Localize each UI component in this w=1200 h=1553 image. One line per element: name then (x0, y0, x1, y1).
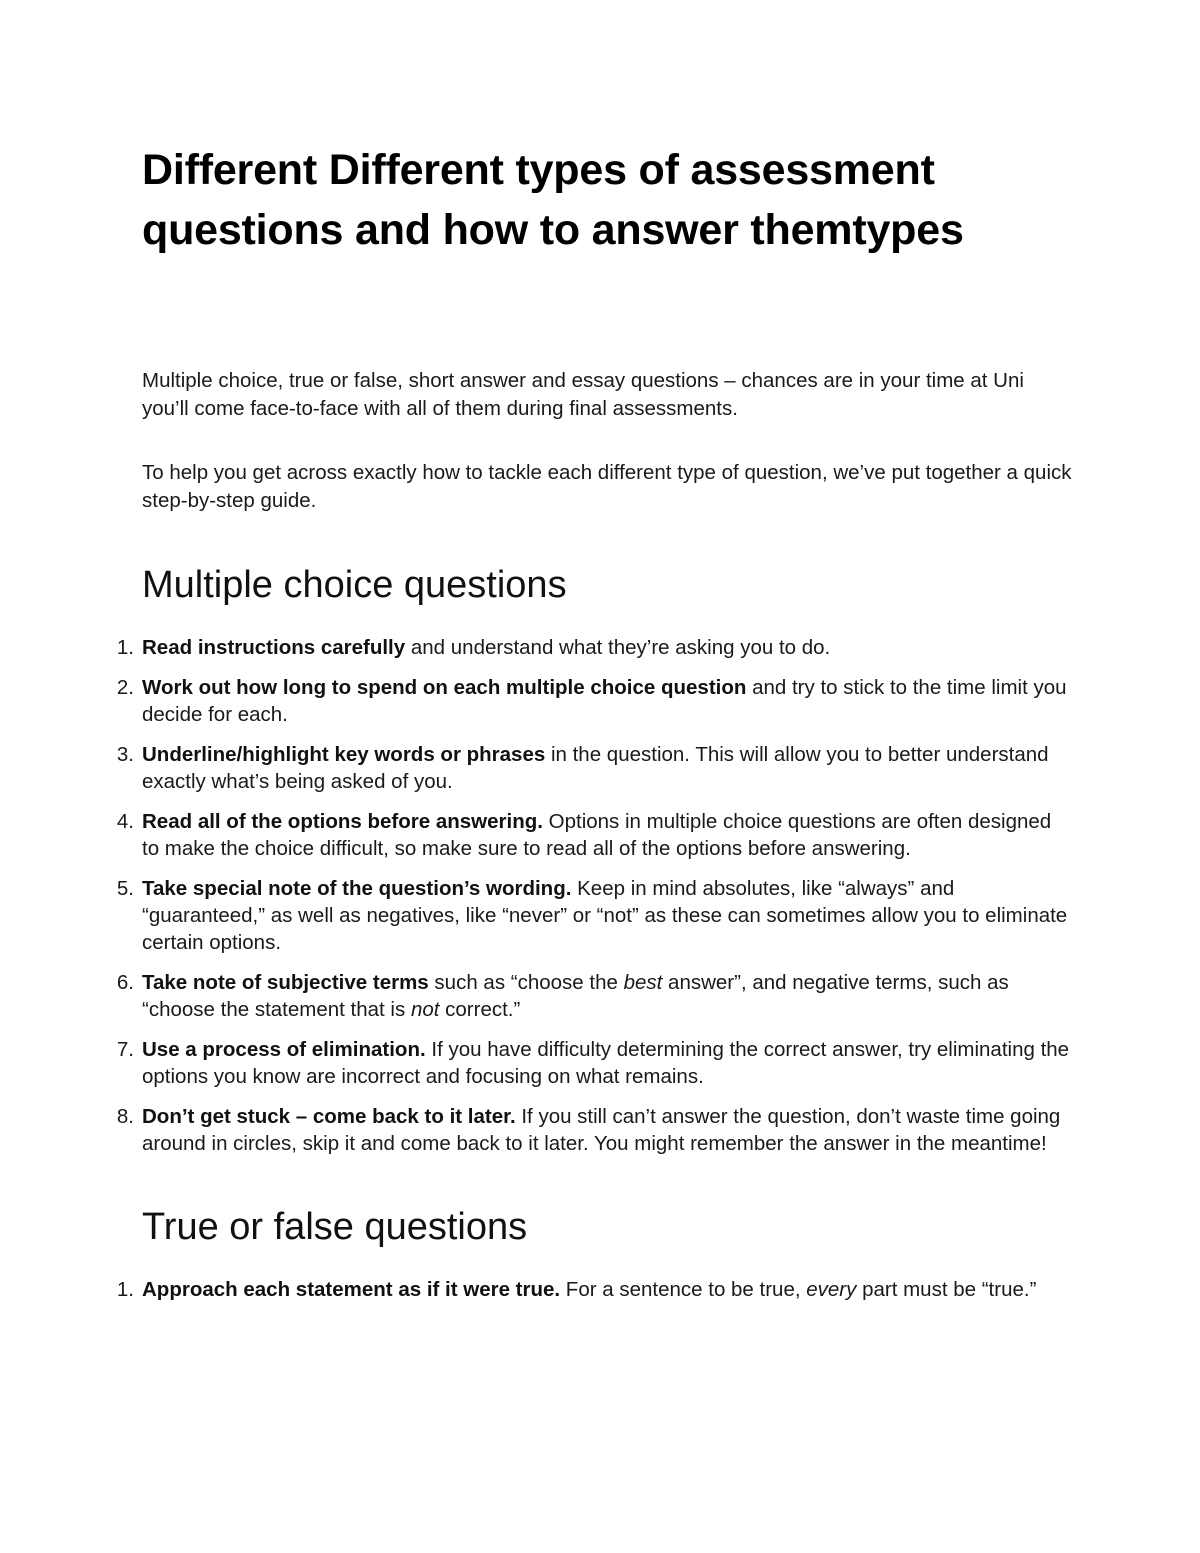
list-item-lead: Don’t get stuck – come back to it later. (142, 1105, 516, 1128)
list-item-lead: Take special note of the question’s wording. (142, 877, 572, 900)
list-item (116, 969, 1072, 1023)
document-content (116, 140, 1072, 1316)
list-number: 5. (116, 877, 134, 900)
list-number: 3. (116, 743, 134, 766)
list-item-text: Options in multiple choice questions are often designed to make the choice difficult, so make sure to read all of the options before answering. (142, 810, 1052, 860)
list-item-emphasis: best (623, 971, 663, 994)
list-item-emphasis: not (410, 998, 440, 1021)
list-item (116, 1036, 1072, 1090)
list-number: 1. (116, 636, 134, 659)
list-item-lead: Read instructions carefully (142, 636, 406, 659)
list-item-text: If you still can’t answer the question, don’t waste time going around in circles, skip it and come back to it later. You might remember the answer in the meantime! (142, 1105, 1061, 1155)
list-item-lead: Work out how long to spend on each multiple choice question (142, 676, 747, 699)
list-item (116, 674, 1072, 728)
intro-paragraph: Multiple choice, true or false, short answer and essay questions – chances are in your time at Uni you’ll come face-to-face with all of them during final assessments. (142, 369, 1024, 420)
list-item-text: answer”, and negative terms, such as “choose the statement that is (142, 971, 1009, 1021)
list-number: 1. (116, 1278, 134, 1301)
list-item-text: For a sentence to be true, (560, 1278, 807, 1301)
true-false-steps-list (116, 1276, 1072, 1303)
list-item (116, 1103, 1072, 1157)
section-heading-multiple-choice: Multiple choice questions (142, 564, 567, 606)
list-item (116, 634, 1072, 661)
list-item-text: Keep in mind absolutes, like “always” and “guaranteed,” as well as negatives, like “never” or “not” as these can sometimes allow you to eliminate certain options. (142, 877, 1068, 954)
list-item-lead: Underline/highlight key words or phrases (142, 743, 546, 766)
list-number: 6. (116, 971, 134, 994)
list-item-text: and understand what they’re asking you to do. (405, 636, 831, 659)
list-item (116, 741, 1072, 795)
list-item (116, 808, 1072, 862)
list-number: 8. (116, 1105, 134, 1128)
multiple-choice-steps-list (116, 634, 1072, 1157)
list-item-text: in the question. This will allow you to better understand exactly what’s being asked of you. (142, 743, 1049, 793)
intro-paragraph: To help you get across exactly how to tackle each different type of question, we’ve put together a quick step-by-step guide. (142, 461, 1072, 512)
list-item-text: and try to stick to the time limit you decide for each. (142, 676, 1067, 726)
list-item-lead: Approach each statement as if it were true. (142, 1278, 561, 1301)
list-item-text: correct.” (439, 998, 521, 1021)
list-number: 2. (116, 676, 134, 699)
list-item-text: such as “choose the (428, 971, 624, 994)
list-number: 4. (116, 810, 134, 833)
list-item-lead: Take note of subjective terms (142, 971, 429, 994)
section-heading-true-false: True or false questions (142, 1206, 528, 1248)
page-title: Different Different types of assessment questions and how to answer themtypes (142, 146, 964, 254)
list-item-emphasis: every (806, 1278, 857, 1301)
list-item-text: If you have difficulty determining the correct answer, try eliminating the options you know are incorrect and focusing on what remains. (142, 1038, 1070, 1088)
list-item-text: part must be “true.” (856, 1278, 1037, 1301)
list-item (116, 1276, 1072, 1303)
list-item (116, 875, 1072, 956)
list-item-lead: Read all of the options before answering. (142, 810, 543, 833)
list-number: 7. (116, 1038, 134, 1061)
list-item-lead: Use a process of elimination. (142, 1038, 426, 1061)
